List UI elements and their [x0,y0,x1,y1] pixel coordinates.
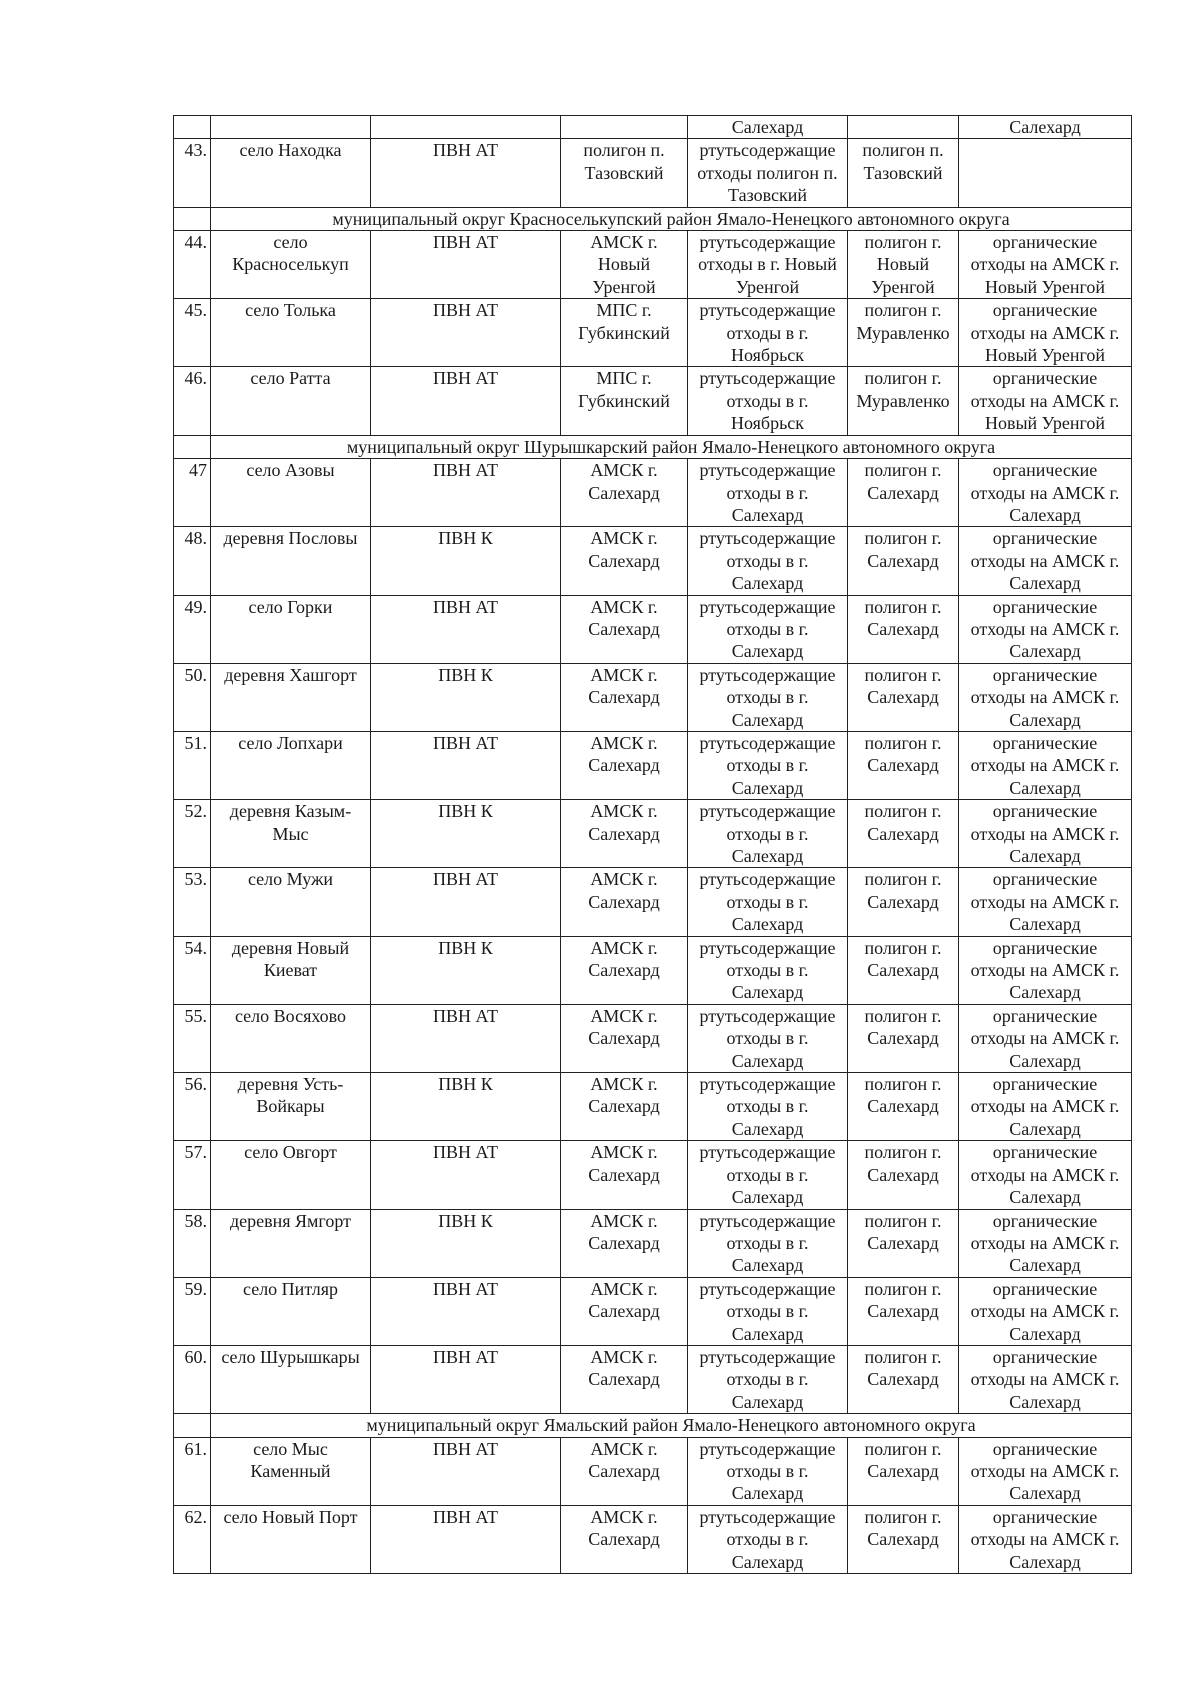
cell-organization: МПС г. Губкинский [561,367,688,435]
cell-organic-waste: органические отходы на АМСК г. Салехард [959,1345,1132,1413]
cell-organization: АМСК г. Салехард [561,1073,688,1141]
cell-organic-waste: органические отходы на АМСК г. Салехард [959,1073,1132,1141]
table-row [174,663,1132,731]
cell-type: ПВН АТ [371,1505,561,1573]
table-row [174,1345,1132,1413]
table-row [174,1437,1132,1505]
cell-type: ПВН АТ [371,595,561,663]
cell-mercury-waste: ртутьсодержащие отходы в г. Салехард [688,1345,848,1413]
cell-landfill: полигон г. Салехард [848,1004,959,1072]
cell-type: ПВН К [371,800,561,868]
section-header-row [174,435,1132,458]
cell-type: ПВН К [371,1073,561,1141]
cell-number: 61. [174,1437,211,1505]
cell-type: ПВН АТ [371,868,561,936]
cell-organization: АМСК г. Салехард [561,1437,688,1505]
cell-mercury-waste: ртутьсодержащие отходы в г. Новый Уренгой [688,231,848,299]
cell-settlement: село Находка [211,139,371,207]
cell-settlement: село Мужи [211,868,371,936]
table-row [174,1141,1132,1209]
cell-organization: полигон п. Тазовский [561,139,688,207]
cell-mercury-waste: ртутьсодержащие отходы в г. Салехард [688,1505,848,1573]
cell-type: ПВН АТ [371,139,561,207]
cell-type: ПВН АТ [371,459,561,527]
waste-facilities-table [173,115,1132,1574]
cell-landfill: полигон г. Салехард [848,868,959,936]
section-header-row [174,1414,1132,1437]
table-row [174,1505,1132,1573]
cell-landfill: полигон г. Салехард [848,1141,959,1209]
cell-settlement [211,116,371,139]
cell-type: ПВН АТ [371,1437,561,1505]
cell-settlement: село Толька [211,299,371,367]
cell-settlement: деревня Пословы [211,527,371,595]
cell-number: 48. [174,527,211,595]
cell-landfill: полигон г. Салехард [848,1345,959,1413]
cell-organic-waste: органические отходы на АМСК г. Салехард [959,459,1132,527]
section-empty-cell [174,435,211,458]
section-title: муниципальный округ Ямальский район Ямало-Ненецкого автономного округа [211,1414,1132,1437]
cell-type: ПВН АТ [371,731,561,799]
cell-organic-waste [959,139,1132,207]
cell-type: ПВН К [371,527,561,595]
cell-settlement: деревня Хашгорт [211,663,371,731]
cell-type: ПВН АТ [371,1141,561,1209]
cell-settlement: село Шурышкары [211,1345,371,1413]
cell-organization: АМСК г. Салехард [561,1209,688,1277]
table-row [174,868,1132,936]
cell-number: 49. [174,595,211,663]
cell-number: 56. [174,1073,211,1141]
table-row [174,595,1132,663]
cell-organization: АМСК г. Салехард [561,936,688,1004]
cell-landfill: полигон г. Салехард [848,1277,959,1345]
cell-mercury-waste: ртутьсодержащие отходы в г. Салехард [688,936,848,1004]
cell-number: 50. [174,663,211,731]
table-row [174,299,1132,367]
cell-number: 58. [174,1209,211,1277]
cell-landfill: полигон г. Салехард [848,1505,959,1573]
cell-number: 55. [174,1004,211,1072]
cell-mercury-waste: Салехард [688,116,848,139]
cell-settlement: село Лопхари [211,731,371,799]
cell-settlement: деревня Усть- Войкары [211,1073,371,1141]
cell-type: ПВН АТ [371,231,561,299]
cell-organic-waste: Салехард [959,116,1132,139]
cell-landfill: полигон г. Салехард [848,459,959,527]
cell-number: 59. [174,1277,211,1345]
cell-settlement: село Ратта [211,367,371,435]
table-row [174,1073,1132,1141]
table-row [174,1209,1132,1277]
cell-mercury-waste: ртутьсодержащие отходы в г. Салехард [688,663,848,731]
cell-organic-waste: органические отходы на АМСК г. Новый Уренгой [959,231,1132,299]
cell-landfill: полигон г. Салехард [848,527,959,595]
table-row [174,731,1132,799]
section-title: муниципальный округ Шурышкарский район Ямало-Ненецкого автономного округа [211,435,1132,458]
table-row [174,936,1132,1004]
cell-mercury-waste: ртутьсодержащие отходы в г. Салехард [688,595,848,663]
cell-organization: АМСК г. Салехард [561,731,688,799]
table-row-continuation [174,116,1132,139]
cell-organic-waste: органические отходы на АМСК г. Салехард [959,731,1132,799]
cell-settlement: село Азовы [211,459,371,527]
cell-number: 54. [174,936,211,1004]
cell-organic-waste: органические отходы на АМСК г. Салехард [959,800,1132,868]
table-row [174,1277,1132,1345]
cell-organization: АМСК г. Салехард [561,1141,688,1209]
cell-organization: АМСК г. Салехард [561,868,688,936]
cell-organic-waste: органические отходы на АМСК г. Салехард [959,527,1132,595]
cell-organization: АМСК г. Салехард [561,459,688,527]
cell-type: ПВН К [371,1209,561,1277]
cell-number [174,116,211,139]
cell-mercury-waste: ртутьсодержащие отходы в г. Салехард [688,459,848,527]
cell-mercury-waste: ртутьсодержащие отходы в г. Салехард [688,1141,848,1209]
cell-organic-waste: органические отходы на АМСК г. Новый Уренгой [959,367,1132,435]
cell-organization: АМСК г. Салехард [561,595,688,663]
cell-number: 62. [174,1505,211,1573]
cell-mercury-waste: ртутьсодержащие отходы в г. Салехард [688,527,848,595]
cell-organization: АМСК г. Салехард [561,663,688,731]
table-body [174,116,1132,1574]
cell-landfill: полигон г. Салехард [848,936,959,1004]
cell-settlement: село Овгорт [211,1141,371,1209]
cell-landfill: полигон г. Салехард [848,800,959,868]
cell-type: ПВН К [371,936,561,1004]
section-header-row [174,207,1132,230]
cell-number: 51. [174,731,211,799]
table-row [174,459,1132,527]
cell-organic-waste: органические отходы на АМСК г. Салехард [959,663,1132,731]
cell-number: 52. [174,800,211,868]
cell-type: ПВН АТ [371,1277,561,1345]
cell-organization: АМСК г. Салехард [561,1277,688,1345]
cell-settlement: село Новый Порт [211,1505,371,1573]
cell-type: ПВН АТ [371,1004,561,1072]
cell-settlement: деревня Ямгорт [211,1209,371,1277]
cell-landfill: полигон г. Муравленко [848,299,959,367]
cell-organic-waste: органические отходы на АМСК г. Салехард [959,1209,1132,1277]
cell-mercury-waste: ртутьсодержащие отходы в г. Ноябрьск [688,367,848,435]
cell-organization: АМСК г. Салехард [561,1505,688,1573]
table-row [174,139,1132,207]
cell-mercury-waste: ртутьсодержащие отходы в г. Салехард [688,1277,848,1345]
table-row [174,800,1132,868]
cell-number: 44. [174,231,211,299]
cell-number: 46. [174,367,211,435]
cell-mercury-waste: ртутьсодержащие отходы в г. Салехард [688,800,848,868]
cell-type: ПВН К [371,663,561,731]
cell-type [371,116,561,139]
cell-landfill [848,116,959,139]
cell-landfill: полигон г. Салехард [848,595,959,663]
table-row [174,367,1132,435]
cell-mercury-waste: ртутьсодержащие отходы в г. Ноябрьск [688,299,848,367]
section-empty-cell [174,1414,211,1437]
cell-settlement: село Восяхово [211,1004,371,1072]
cell-mercury-waste: ртутьсодержащие отходы в г. Салехард [688,1209,848,1277]
cell-organic-waste: органические отходы на АМСК г. Салехард [959,868,1132,936]
cell-type: ПВН АТ [371,299,561,367]
cell-organization: МПС г. Губкинский [561,299,688,367]
cell-organization: АМСК г. Салехард [561,1345,688,1413]
cell-organic-waste: органические отходы на АМСК г. Салехард [959,1277,1132,1345]
cell-settlement: деревня Казым- Мыс [211,800,371,868]
cell-landfill: полигон г. Новый Уренгой [848,231,959,299]
cell-mercury-waste: ртутьсодержащие отходы в г. Салехард [688,1004,848,1072]
cell-organic-waste: органические отходы на АМСК г. Салехард [959,595,1132,663]
section-title: муниципальный округ Красноселькупский район Ямало-Ненецкого автономного округа [211,207,1132,230]
cell-number: 53. [174,868,211,936]
cell-organization: АМСК г. Салехард [561,1004,688,1072]
table-row [174,231,1132,299]
cell-organization: АМСК г. Салехард [561,527,688,595]
cell-organic-waste: органические отходы на АМСК г. Салехард [959,1141,1132,1209]
cell-type: ПВН АТ [371,1345,561,1413]
cell-mercury-waste: ртутьсодержащие отходы в г. Салехард [688,731,848,799]
table-row [174,527,1132,595]
table-row [174,1004,1132,1072]
cell-mercury-waste: ртутьсодержащие отходы полигон п. Тазовский [688,139,848,207]
cell-organic-waste: органические отходы на АМСК г. Салехард [959,936,1132,1004]
section-empty-cell [174,207,211,230]
cell-organization: АМСК г. Салехард [561,800,688,868]
cell-settlement: село Красноселькуп [211,231,371,299]
cell-landfill: полигон г. Салехард [848,731,959,799]
cell-mercury-waste: ртутьсодержащие отходы в г. Салехард [688,868,848,936]
cell-landfill: полигон г. Салехард [848,1073,959,1141]
cell-landfill: полигон г. Муравленко [848,367,959,435]
cell-organization [561,116,688,139]
cell-settlement: село Горки [211,595,371,663]
cell-number: 45. [174,299,211,367]
cell-organic-waste: органические отходы на АМСК г. Салехард [959,1004,1132,1072]
cell-number: 43. [174,139,211,207]
cell-landfill: полигон г. Салехард [848,1437,959,1505]
cell-landfill: полигон г. Салехард [848,663,959,731]
cell-number: 47 [174,459,211,527]
cell-number: 57. [174,1141,211,1209]
cell-organization: АМСК г. Новый Уренгой [561,231,688,299]
cell-settlement: село Питляр [211,1277,371,1345]
cell-landfill: полигон п. Тазовский [848,139,959,207]
cell-organic-waste: органические отходы на АМСК г. Салехард [959,1437,1132,1505]
cell-number: 60. [174,1345,211,1413]
cell-type: ПВН АТ [371,367,561,435]
cell-mercury-waste: ртутьсодержащие отходы в г. Салехард [688,1437,848,1505]
cell-settlement: село Мыс Каменный [211,1437,371,1505]
cell-organic-waste: органические отходы на АМСК г. Новый Уренгой [959,299,1132,367]
cell-landfill: полигон г. Салехард [848,1209,959,1277]
cell-settlement: деревня Новый Киеват [211,936,371,1004]
cell-organic-waste: органические отходы на АМСК г. Салехард [959,1505,1132,1573]
cell-mercury-waste: ртутьсодержащие отходы в г. Салехард [688,1073,848,1141]
